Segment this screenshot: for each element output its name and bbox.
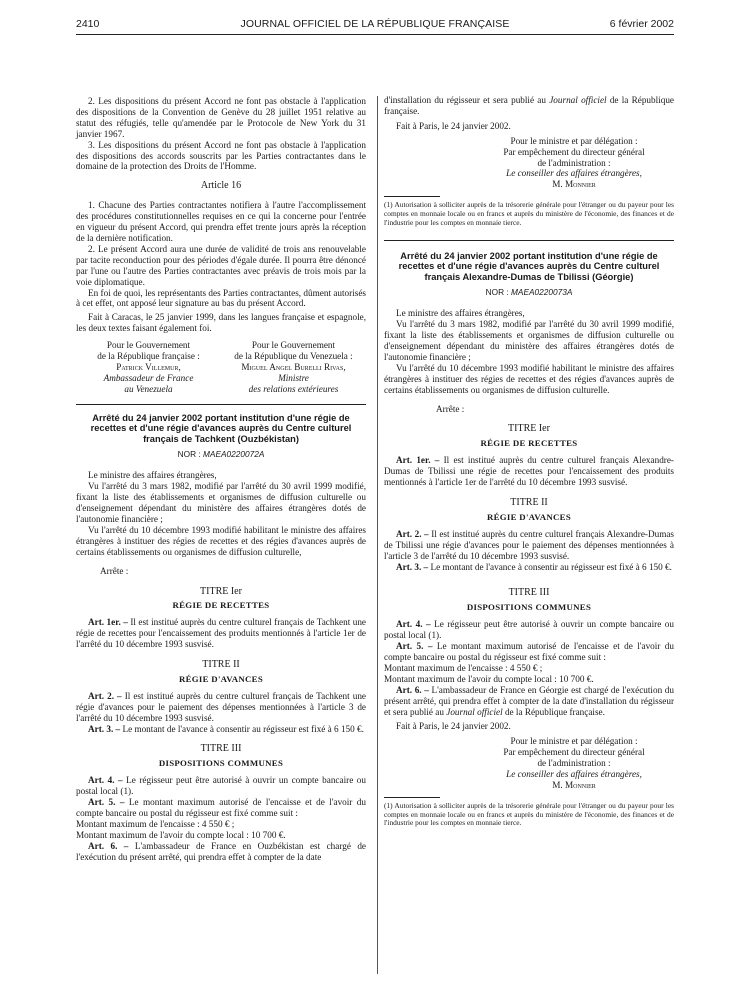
paragraph: Vu l'arrêté du 3 mars 1982, modifié par l'arrêté du 30 avril 1999 modifié, fixant la liste des établissements et organismes de diffusion culturelle ou d'enseignement dépendant du ministère des affaires étrangères dotés de l'autonomie financière ; (76, 481, 366, 524)
paragraph: d'installation du régisseur et sera publié au Journal officiel de la République française. (384, 95, 674, 116)
footnote-rule (384, 196, 440, 197)
paragraph: Vu l'arrêté du 10 décembre 1993 modifié habilitant le ministre des affaires étrangères à instituer des régies de recettes et des régies d'avances auprès de certains établissements ou organismes de diffusion culturelle, (76, 524, 366, 557)
issue-date: 6 février 2002 (609, 18, 674, 30)
footnote: (1) Autorisation à solliciter auprès de la trésorerie générale pour l'étranger ou du payeur pour les comptes en monnaie locale ou en francs et auprès du ministère de l'économie, des finances et de l'industrie pour les comptes en monnaie tierce. (384, 800, 674, 828)
paragraph: 2. Les dispositions du présent Accord ne font pas obstacle à l'application des dispositions de la Convention de Genève du 28 juillet 1951 relative au statut des réfugiés, telle qu'amendée par le Protocole de New York du 31 janvier 1967. (76, 96, 366, 139)
signature-france: Pour le Gouvernement de la République française : Patrick Villemur, Ambassadeur de France au Venezuela (76, 340, 221, 395)
section-rule (384, 240, 674, 241)
decree-title: Arrêté du 24 janvier 2002 portant institution d'une régie de recettes et d'une régie d'avances auprès du Centre culturel français Alexandre-Dumas de Tbilissi (Géorgie) (398, 250, 660, 282)
left-column (76, 96, 366, 863)
section-rule (76, 404, 366, 405)
nor-reference: NOR : MAEA0220073A (485, 287, 573, 298)
arrete-label: Arrête : (100, 565, 129, 576)
footnote: (1) Autorisation à solliciter auprès de la trésorerie générale pour l'étranger ou du payeur pour les comptes en monnaie locale ou en francs et auprès du ministère de l'économie, des finances et de l'industrie pour les comptes en monnaie tierce. (384, 200, 674, 227)
column-separator (377, 96, 378, 974)
article: Art. 6. – L'ambassadeur de France en Ouzbékistan est chargé de l'exécution du présent arrêté, qui prendra effet à compter de la date (76, 840, 366, 862)
titre-subheading: RÉGIE D'AVANCES (486, 511, 572, 522)
titre-heading: TITRE II (510, 497, 548, 509)
place-date: Fait à Paris, le 24 janvier 2002. (396, 721, 511, 732)
paragraph: Le ministre des affaires étrangères, (396, 308, 525, 319)
article: Art. 4. – Le régisseur peut être autorisé à ouvrir un compte bancaire ou postal local (1). (384, 619, 674, 641)
titre-heading: TITRE Ier (200, 585, 242, 597)
paragraph: En foi de quoi, les représentants des Parties contractantes, dûment autorisés à cet effet, ont apposé leur signature au bas du présent Accord. (76, 287, 366, 309)
article: Art. 3. – Le montant de l'avance à consentir au régisseur est fixé à 6 150 €. (88, 723, 364, 734)
article: Art. 2. – Il est institué auprès du centre culturel français Alexandre-Dumas de Tbilissi une régie d'avances pour le paiement des dépenses mentionnées à l'article 3 de l'arrêté du 10 décembre 1993 susvisé. (384, 528, 675, 561)
paragraph: Vu l'arrêté du 3 mars 1982, modifié par l'arrêté du 30 avril 1999 modifié, fixant la liste des établissements et organismes de diffusion culturelle ou d'enseignement dépendant du ministère des affaires étrangères dotés de l'autonomie financière ; (384, 319, 674, 362)
article: Art. 1er. – Il est institué auprès du centre culturel français de Tachkent une régie de recettes pour l'encaissement des produits mentionnés à l'article 1er de l'arrêté du 10 décembre 1993 susvisé. (76, 617, 367, 650)
titre-subheading: RÉGIE DE RECETTES (172, 600, 270, 611)
place-date: Fait à Paris, le 24 janvier 2002. (396, 120, 511, 131)
signatory-name: M. Monnier (552, 779, 596, 790)
amount-line: Montant maximum de l'avoir du compte local : 10 700 €. (76, 829, 286, 840)
paragraph: Le ministre des affaires étrangères, (88, 470, 217, 481)
article: Art. 1er. – Il est institué auprès du centre culturel français Alexandre-Dumas de Tbilissi une régie de recettes pour l'encaissement des produits mentionnés à l'article 1er de l'arrêté du 10 décembre 1993 susvisé. (384, 455, 674, 488)
article: Art. 3. – Le montant de l'avance à consentir au régisseur est fixé à 6 150 €. (396, 561, 672, 572)
titre-subheading: RÉGIE DE RECETTES (480, 438, 578, 449)
arrete-label: Arrête : (436, 403, 465, 414)
decree-signature: Pour le ministre et par délégation : Par empêchement du directeur général de l'administration : Le conseiller des affaires étrangères, M. Monnier (384, 136, 674, 191)
signatory-name: M. Monnier (552, 179, 596, 190)
titre-heading: TITRE III (200, 743, 242, 755)
nor-reference: NOR : MAEA0220072A (177, 449, 265, 460)
titre-subheading: RÉGIE D'AVANCES (178, 673, 264, 684)
article: Art. 2. – Il est institué auprès du centre culturel français de Tachkent une régie d'avances pour le paiement des dépenses mentionnées à l'article 3 de l'arrêté du 10 décembre 1993 susvisé. (76, 690, 367, 723)
amount-line: Montant maximum de l'encaisse : 4 550 € ; (384, 662, 543, 673)
signatory-name: Patrick Villemur, (116, 361, 181, 372)
article-heading: Article 16 (200, 180, 242, 192)
paragraph: 2. Le présent Accord aura une durée de validité de trois ans renouvelable par tacite reconduction pour des périodes d'égale durée. Il pourra être dénoncé par l'une ou l'autre des Parties contractantes avec préavis de trois mois par la voie diplomatique. (76, 243, 366, 287)
article: Art. 4. – Le régisseur peut être autorisé à ouvrir un compte bancaire ou postal local (1). (76, 775, 366, 797)
paragraph: Vu l'arrêté du 10 décembre 1993 modifié habilitant le ministre des affaires étrangères à instituer des régies de recettes et des régies d'avances auprès de certains établissements ou organismes de diffusion culturelle. (384, 362, 674, 395)
treaty-signatures (76, 340, 366, 395)
journal-title: JOURNAL OFFICIEL DE LA RÉPUBLIQUE FRANÇAISE (240, 18, 510, 30)
titre-heading: TITRE Ier (508, 423, 550, 435)
amount-line: Montant maximum de l'encaisse : 4 550 € ; (76, 818, 235, 829)
article: Art. 6. – L'ambassadeur de France en Géorgie est chargé de l'exécution du présent arrêté, qui prendra effet à compter de la date d'installation du régisseur et sera publié au Journal officiel de la République française. (384, 684, 674, 717)
titre-heading: TITRE II (202, 659, 240, 671)
amount-line: Montant maximum de l'avoir du compte local : 10 700 €. (384, 673, 594, 684)
titre-heading: TITRE III (508, 587, 550, 599)
titre-subheading: DISPOSITIONS COMMUNES (158, 758, 284, 769)
paragraph: 3. Les dispositions du présent Accord ne font pas obstacle à l'application des dispositions des accords souscrits par les Parties contractantes dans le domaine de la protection des Droits de l'Homme. (76, 139, 366, 172)
signature-venezuela: Pour le Gouvernement de la République du Venezuela : Miguel Angel Burelli Rivas, Ministre des relations extérieures (221, 340, 366, 395)
article: Art. 5. – Le montant maximum autorisé de l'encaisse et de l'avoir du compte bancaire ou postal du régisseur est fixé comme suit : (76, 797, 366, 818)
paragraph: 1. Chacune des Parties contractantes notifiera à l'autre l'accomplissement des procédures constitutionnelles requises en ce qui la concerne pour l'entrée en vigueur du présent Accord, qui prendra effet trente jours après la réception de la dernière notification. (76, 200, 366, 243)
decree-title: Arrêté du 24 janvier 2002 portant institution d'une régie de recettes et d'une régie d'avances auprès du Centre culturel français de Tachkent (Ouzbékistan) (90, 412, 352, 444)
article: Art. 5. – Le montant maximum autorisé de l'encaisse et de l'avoir du compte bancaire ou postal du régisseur est fixé comme suit : (384, 641, 674, 662)
page-header (76, 16, 674, 35)
page-number: 2410 (76, 18, 100, 30)
right-column (384, 95, 674, 828)
signatory-name: Miguel Angel Burelli Rivas, (241, 361, 346, 372)
decree-signature: Pour le ministre et par délégation : Par empêchement du directeur général de l'administration : Le conseiller des affaires étrangères, M. Monnier (384, 736, 674, 791)
titre-subheading: DISPOSITIONS COMMUNES (466, 602, 592, 613)
footnote-rule (384, 797, 440, 798)
paragraph: Fait à Caracas, le 25 janvier 1999, dans les langues française et espagnole, les deux textes faisant également foi. (76, 312, 366, 334)
